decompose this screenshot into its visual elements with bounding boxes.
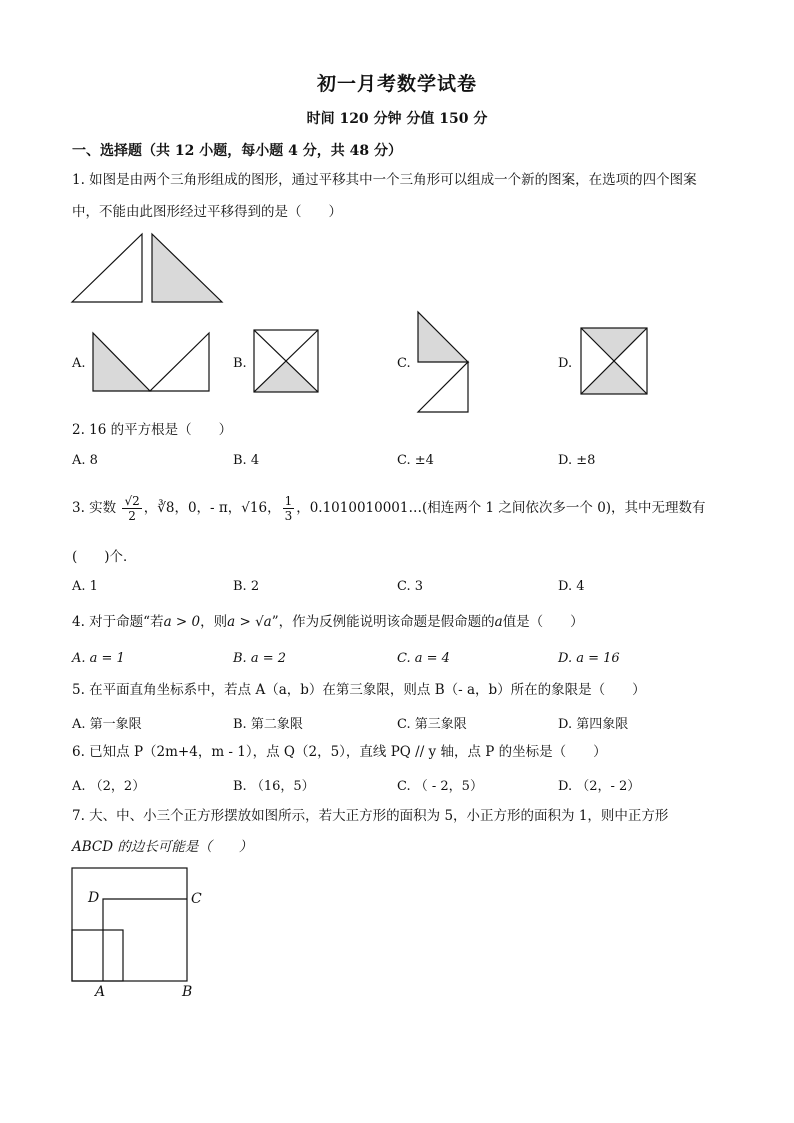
q7-label-d: D (88, 890, 100, 906)
q1-text-line1: 1. 如图是由两个三角形组成的图形，通过平移其中一个三角形可以组成一个新的图案，在选项的四个图案 (72, 172, 697, 188)
q5-text: 5. 在平面直角坐标系中，若点 A（a，b）在第三象限，则点 B（- a，b）所在的象限是（ ） (72, 682, 646, 698)
q6-option-b[interactable]: B. （16，5） (233, 779, 315, 794)
q1-figure (70, 232, 226, 308)
q6-text: 6. 已知点 P（2m+4，m - 1），点 Q（2，5），直线 PQ // y 轴，点 P 的坐标是（ ） (72, 744, 607, 760)
q3-option-a[interactable]: A. 1 (72, 579, 98, 594)
q4-text-a: 4. 对于命题“若 (72, 614, 164, 630)
q1-option-b-figure (253, 329, 323, 395)
q6-option-d[interactable]: D. （2，- 2） (558, 779, 641, 794)
q3-three: 3 (284, 509, 293, 523)
q4-text-b: ，则 (200, 614, 228, 630)
q3-text-line2: ( )个． (72, 549, 137, 565)
q5-option-b[interactable]: B. 第二象限 (233, 717, 303, 732)
q7-label-a: A (95, 984, 106, 1000)
q2-option-c[interactable]: C. ±4 (397, 453, 434, 468)
q3-prefix: 3. 实数 (72, 500, 117, 516)
q3-sqrt2: √2 (124, 494, 140, 508)
q1-option-d-figure (580, 327, 650, 397)
q7-text-line2: ABCD 的边长可能是（ ） (72, 839, 253, 855)
q3-fraction-sqrt2-over-2 (122, 494, 141, 523)
q3-cbrt8: ∛8 (157, 500, 175, 516)
q4-option-b[interactable]: B. a = 2 (233, 651, 286, 666)
q1-option-b-label[interactable]: B. (233, 356, 247, 371)
q3-option-d[interactable]: D. 4 (558, 579, 585, 594)
q2-option-b[interactable]: B. 4 (233, 453, 260, 468)
q4-condition-1: a > 0 (163, 614, 201, 630)
exam-info: 时间 120 分钟 分值 150 分 (306, 111, 488, 127)
q2-text: 2. 16 的平方根是（ ） (72, 422, 233, 438)
q5-option-a[interactable]: A. 第一象限 (72, 717, 142, 732)
q3-text-line1: 3. 实数 $\frac{√2}{2}$ ，∛8，0，- π，√16， $\frac{1}{3}$ ，0.1010010001…(相连两个 1 之间依次多一个 0)，其中无理数有 (72, 494, 706, 523)
q3-one: 1 (284, 494, 293, 508)
q1-option-a-label[interactable]: A. (72, 356, 86, 371)
q1-option-a-figure (92, 332, 212, 394)
q4-text-d: 值是（ ） (502, 614, 584, 630)
q6-option-c[interactable]: C. （ - 2，5） (397, 779, 483, 794)
q4-condition-2: a > √a (227, 614, 272, 630)
q7-label-b: B (182, 984, 193, 1000)
q3-neg-pi: - π， (210, 500, 242, 516)
section-heading: 一、选择题（共 12 小题，每小题 4 分，共 48 分） (72, 143, 402, 159)
q5-option-c[interactable]: C. 第三象限 (397, 717, 467, 732)
q3-sqrt16: √16 (241, 500, 268, 516)
q4-text-c: ”，作为反例能说明该命题是假命题的 (271, 614, 495, 630)
q1-option-c-label[interactable]: C. (397, 356, 411, 371)
q5-option-d[interactable]: D. 第四象限 (558, 717, 629, 732)
q7-label-c: C (191, 891, 202, 907)
q7-squares-figure (70, 866, 220, 986)
q4-variable: a (494, 614, 503, 630)
q4-option-a[interactable]: A. a = 1 (72, 651, 125, 666)
q2-option-d[interactable]: D. ±8 (558, 453, 596, 468)
q3-option-c[interactable]: C. 3 (397, 579, 424, 594)
q1-option-c-figure (416, 310, 472, 416)
q3-den2: 2 (128, 509, 136, 523)
q7-text-line1: 7. 大、中、小三个正方形摆放如图所示，若大正方形的面积为 5，小正方形的面积为 1，则中正方形 (72, 808, 669, 824)
q6-option-a[interactable]: A. （2，2） (72, 779, 146, 794)
q1-option-d-label[interactable]: D. (558, 356, 573, 371)
q4-text (72, 612, 584, 632)
q3-zero: ，0， (174, 500, 211, 516)
q2-option-a[interactable]: A. 8 (72, 453, 98, 468)
page-title: 初一月考数学试卷 (316, 73, 477, 95)
q1-text-line2: 中，不能由此图形经过平移得到的是（ ） (72, 204, 342, 220)
q3-fraction-one-third (283, 494, 295, 523)
q3-option-b[interactable]: B. 2 (233, 579, 260, 594)
q3-tail: ，0.1010010001…(相连两个 1 之间依次多一个 0)，其中无理数有 (296, 500, 706, 516)
q4-option-c[interactable]: C. a = 4 (397, 651, 450, 666)
q4-option-d[interactable]: D. a = 16 (558, 651, 620, 666)
